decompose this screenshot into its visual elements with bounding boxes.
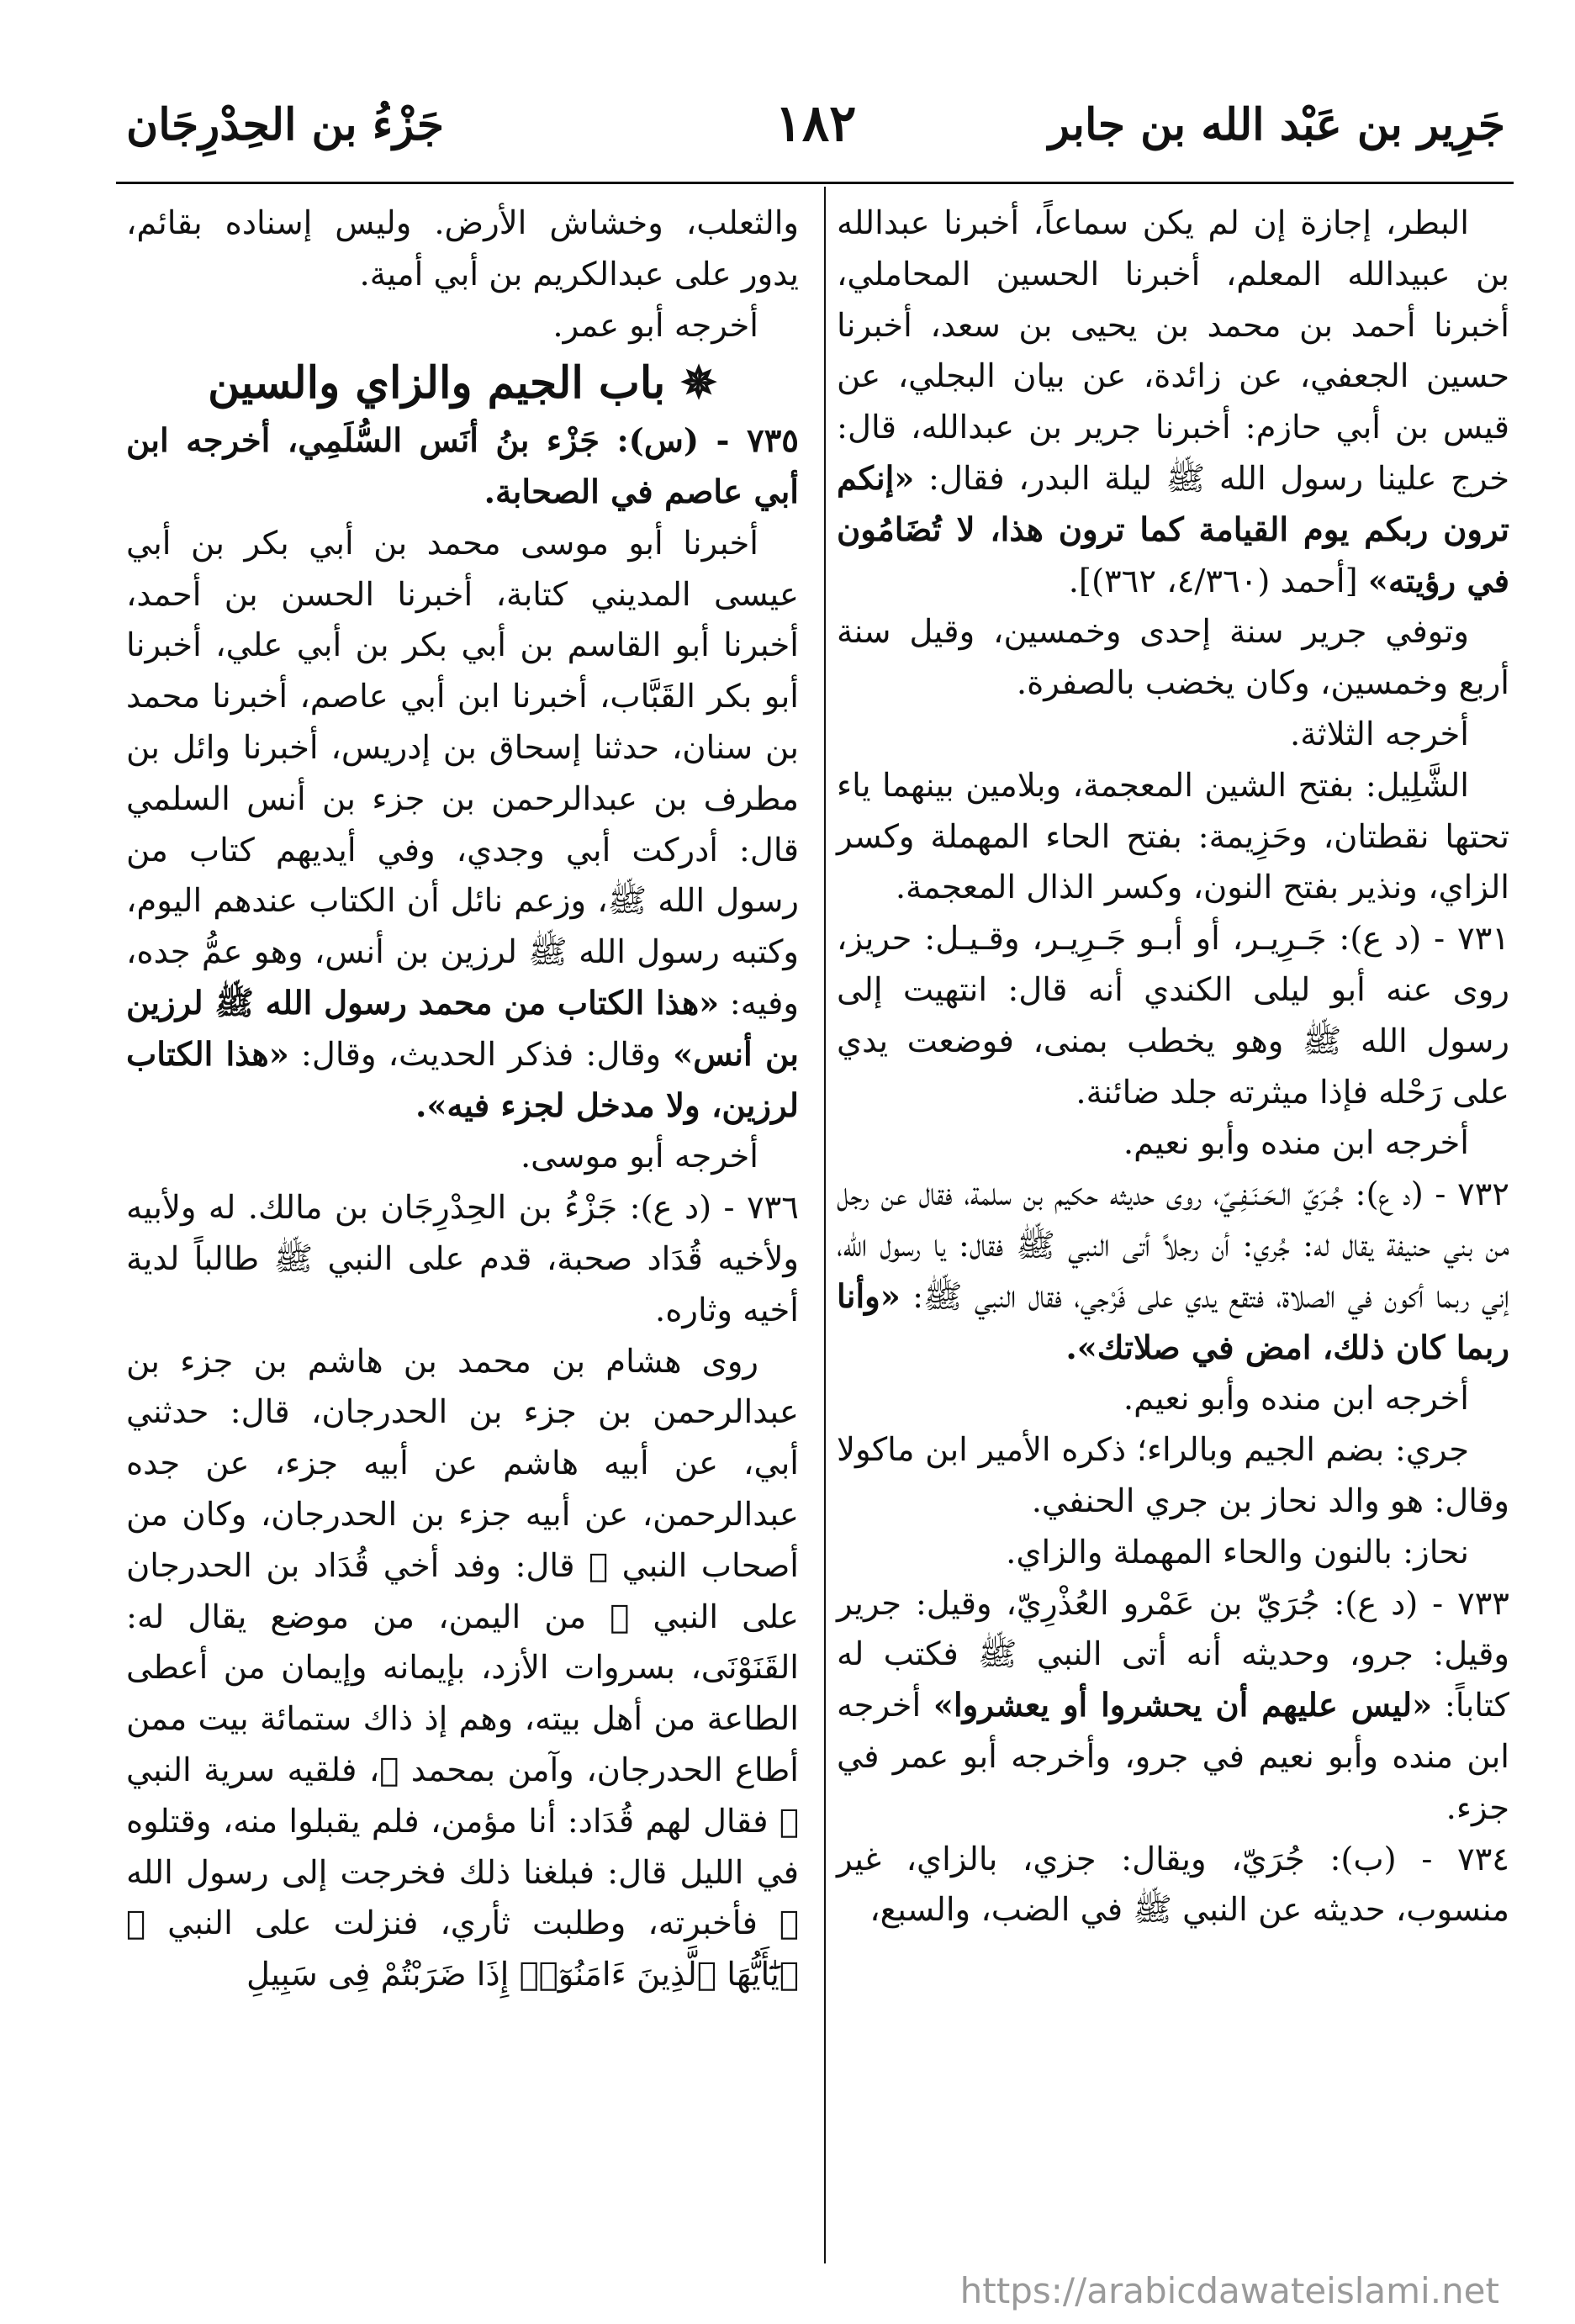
- column-divider: [824, 187, 826, 2263]
- page-number: ١٨٢: [774, 94, 857, 153]
- paragraph: البطر، إجازة إن لم يكن سماعاً، أخبرنا عبدالله بن عبيدالله المعلم، أخبرنا الحسين المحاملي، أخبرنا أحمد بن محمد بن يحيى بن سعد، أخبرنا حسين الجعفي، عن زائدة، عن بيان البجلي، عن قيس بن أبي حازم: أخبرنا جرير بن عبدالله، قال: خرج علينا رسول الله ﷺ ليلة البدر، فقال: «إنكم ترون ربكم يوم القيامة كما ترون هذا، لا تُضَامُون في رؤيته» [أحمد (٤/٣٦٠، ٣٦٢)].: [837, 204, 1509, 600]
- entry-733: ٧٣٣ - (د ع): جُرَيّ بن عَمْرو العُذْرِيّ، وقيل: جرير وقيل: جرو، وحديثه أنه أتى النبي ﷺ فكتب له كتاباً: «ليس عليهم أن يحشروا أو يعشروا» أخرجه ابن منده وأبو نعيم في جرو، وأخرجه أبو عمر في جزء.: [837, 1584, 1509, 1827]
- entry-731: ٧٣١ - (د ع): جَـرِيـر، أو أبـو جَـرِيـر، وقـيـل: حريز، روى عنه أبو ليلى الكندي أنه قال: انتهيت إلى رسول الله ﷺ وهو يخطب بمنى، فوضعت يدي على رَحْله فإذا ميثرته جلد ضائنة.: [837, 920, 1509, 1112]
- paragraph: والثعلب، وخشاش الأرض. وليس إسناده بقائم، يدور على عبدالكريم بن أبي أمية.: [126, 204, 799, 293]
- right-column: [837, 198, 1509, 1936]
- paragraph: الشَّلِيل: بفتح الشين المعجمة، وبلامين بينهما ياء تحتها نقطتان، وحَزِيمة: بفتح الحاء المهملة وكسر الزاي، ونذير بفتح النون، وكسر الذال المعجمة.: [837, 766, 1509, 907]
- watermark-url: https://arabicdawateislami.net: [959, 2270, 1499, 2311]
- paragraph: نحاز: بالنون والحاء المهملة والزاي.: [1006, 1533, 1469, 1571]
- header-rule: [116, 182, 1514, 184]
- left-column: [126, 198, 799, 2001]
- paragraph: أخرجه أبو موسى.: [520, 1138, 758, 1176]
- entry-735: ٧٣٥ - (س): جَزْء بنُ أنَس السُّلَمِي، أخرجه ابن أبي عاصم في الصحابة.: [126, 422, 799, 511]
- chapter-heading: ✵ باب الجيم والزاي والسين: [208, 357, 717, 409]
- entry-734: ٧٣٤ - (ب): جُرَيّ، ويقال: جزي، بالزاي، غير منسوب، حديثه عن النبي ﷺ في الضب، والسبع،: [837, 1840, 1509, 1930]
- paragraph: روى هشام بن محمد بن هاشم بن جزء بن عبدالرحمن بن جزء بن الحدرجان، قال: حدثني أبي، عن أبيه هاشم عن أبيه جزء، عن جده عبدالرحمن، عن أبيه جزء بن الحدرجان، وكان من أصحاب النبي ﷺ قال: وفد أخي قُدَاد بن الحدرجان على النبي ﷺ من اليمن، من موضع يقال له: القَنَوْنَى، بسروات الأزد، بإيمانه وإيمان من أعطى الطاعة من أهل بيته، وهم إذ ذاك ستمائة بيت ممن أطاع الحدرجان، وآمن بمحمد ﷺ، فلقيه سرية النبي ﷺ فقال لهم قُدَاد: أنا مؤمن، فلم يقبلوا منه، وقتلوه في الليل قال: فبلغنا ذلك فخرجت إلى رسول الله ﷺ فأخبرته، وطلبت ثأري، فنزلت على النبي ﷺ ﴿يَٰٓأَيُّهَا ٱلَّذِينَ ءَامَنُوٓا۟ إِذَا ضَرَبْتُمْ فِى سَبِيلِ: [126, 1342, 799, 1994]
- paragraph: أخبرنا أبو موسى محمد بن أبي بكر بن أبي عيسى المديني كتابة، أخبرنا الحسن بن أحمد، أخبرنا أبو القاسم بن أبي بكر بن أبي علي، أخبرنا أبو بكر القَبَّاب، أخبرنا ابن أبي عاصم، أخبرنا محمد بن سنان، حدثنا إسحاق بن إدريس، أخبرنا وائل بن مطرف بن عبدالرحمن بن جزء بن أنس السلمي قال: أدركت أبي وجدي، وفي أيديهم كتاب من رسول الله ﷺ، وزعم نائل أن الكتاب عندهم اليوم، وكتبه رسول الله ﷺ لرزين بن أنس، وهو عمُّ جده، وفيه: «هذا الكتاب من محمد رسول الله ﷺ لرزين بن أنس» وقال: فذكر الحديث، وقال: «هذا الكتاب لرزين، ولا مدخل لجزء فيه».: [126, 524, 799, 1125]
- paragraph: أخرجه ابن منده وأبو نعيم.: [1123, 1380, 1469, 1418]
- entry-736: ٧٣٦ - (د ع): جَزْءُ بن الحِدْرِجَان بن مالك. له ولأبيه ولأخيه قُدَاد صحبة، قدم على النبي ﷺ طالباً لدية أخيه وثاره.: [126, 1189, 799, 1329]
- paragraph: أخرجه أبو عمر.: [552, 306, 758, 345]
- running-title-left: جَزْءُ بن الحِدْرِجَان: [126, 99, 444, 151]
- entry-732: ٧٣٢ - (د ع): جُـرَيّ الـحَـنَـفِـيّ، روى حديثه حكيم بن سلمة، فقال عن رجل من بني حنيفة يقال له: جُري: أن رجلاً أتى النبي ﷺ فقال: يا رسول الله، إني ربما أكون في الصلاة، فتقع يدي على فَرْجي، فقال النبي ﷺ: «وأنا ربما كان ذلك، امض في صلاتك».: [837, 1175, 1509, 1367]
- paragraph: جري: بضم الجيم وبالراء؛ ذكره الأمير ابن ماكولا وقال: هو والد نحاز بن جري الحنفي.: [837, 1431, 1509, 1520]
- paragraph: وتوفي جرير سنة إحدى وخمسين، وقيل سنة أربع وخمسين، وكان يخضب بالصفرة.: [837, 613, 1509, 703]
- page-header: [126, 94, 1505, 166]
- running-title-right: جَرِير بن عَبْد الله بن جابر: [1048, 99, 1505, 151]
- paragraph: أخرجه الثلاثة.: [1289, 715, 1469, 753]
- paragraph: أخرجه ابن منده وأبو نعيم.: [1123, 1124, 1469, 1163]
